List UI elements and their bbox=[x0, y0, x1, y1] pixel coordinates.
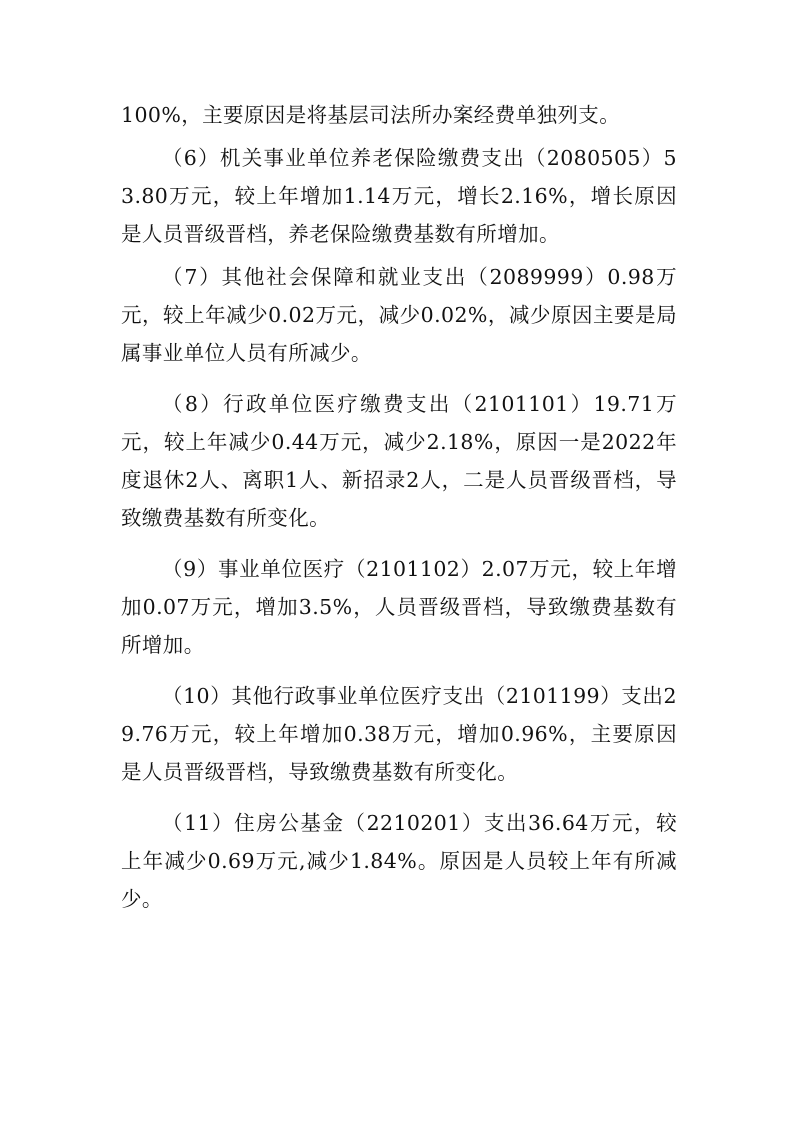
document-body bbox=[121, 96, 677, 918]
paragraph-continuation: 100%，主要原因是将基层司法所办案经费单独列支。 bbox=[121, 103, 621, 127]
paragraph-item-11-housing-fund: （11）住房公基金（2210201）支出36.64万元，较上年减少0.69万元,减少1.84%。原因是人员较上年有所减少。 bbox=[121, 811, 677, 911]
paragraph-item-6-pension-insurance: （6）机关事业单位养老保险缴费支出（2080505）53.80万元，较上年增加1.14万元，增长2.16%，增长原因是人员晋级晋档，养老保险缴费基数有所增加。 bbox=[121, 146, 677, 246]
paragraph-item-8-administrative-medical: （8）行政单位医疗缴费支出（2101101）19.71万元，较上年减少0.44万元，减少2.18%，原因一是2022年度退休2人、离职1人、新招录2人，二是人员晋级晋档，导致缴费基数有所变化。 bbox=[121, 392, 677, 530]
paragraph-item-10-other-medical: （10）其他行政事业单位医疗支出（2101199）支出29.76万元，较上年增加0.38万元，增加0.96%，主要原因是人员晋级晋档，导致缴费基数有所变化。 bbox=[121, 684, 677, 784]
paragraph-item-7-social-security: （7）其他社会保障和就业支出（2089999）0.98万元，较上年减少0.02万元，减少0.02%，减少原因主要是局属事业单位人员有所减少。 bbox=[121, 265, 677, 365]
paragraph-item-9-institution-medical: （9）事业单位医疗（2101102）2.07万元，较上年增加0.07万元，增加3.5%，人员晋级晋档，导致缴费基数有所增加。 bbox=[121, 557, 677, 657]
